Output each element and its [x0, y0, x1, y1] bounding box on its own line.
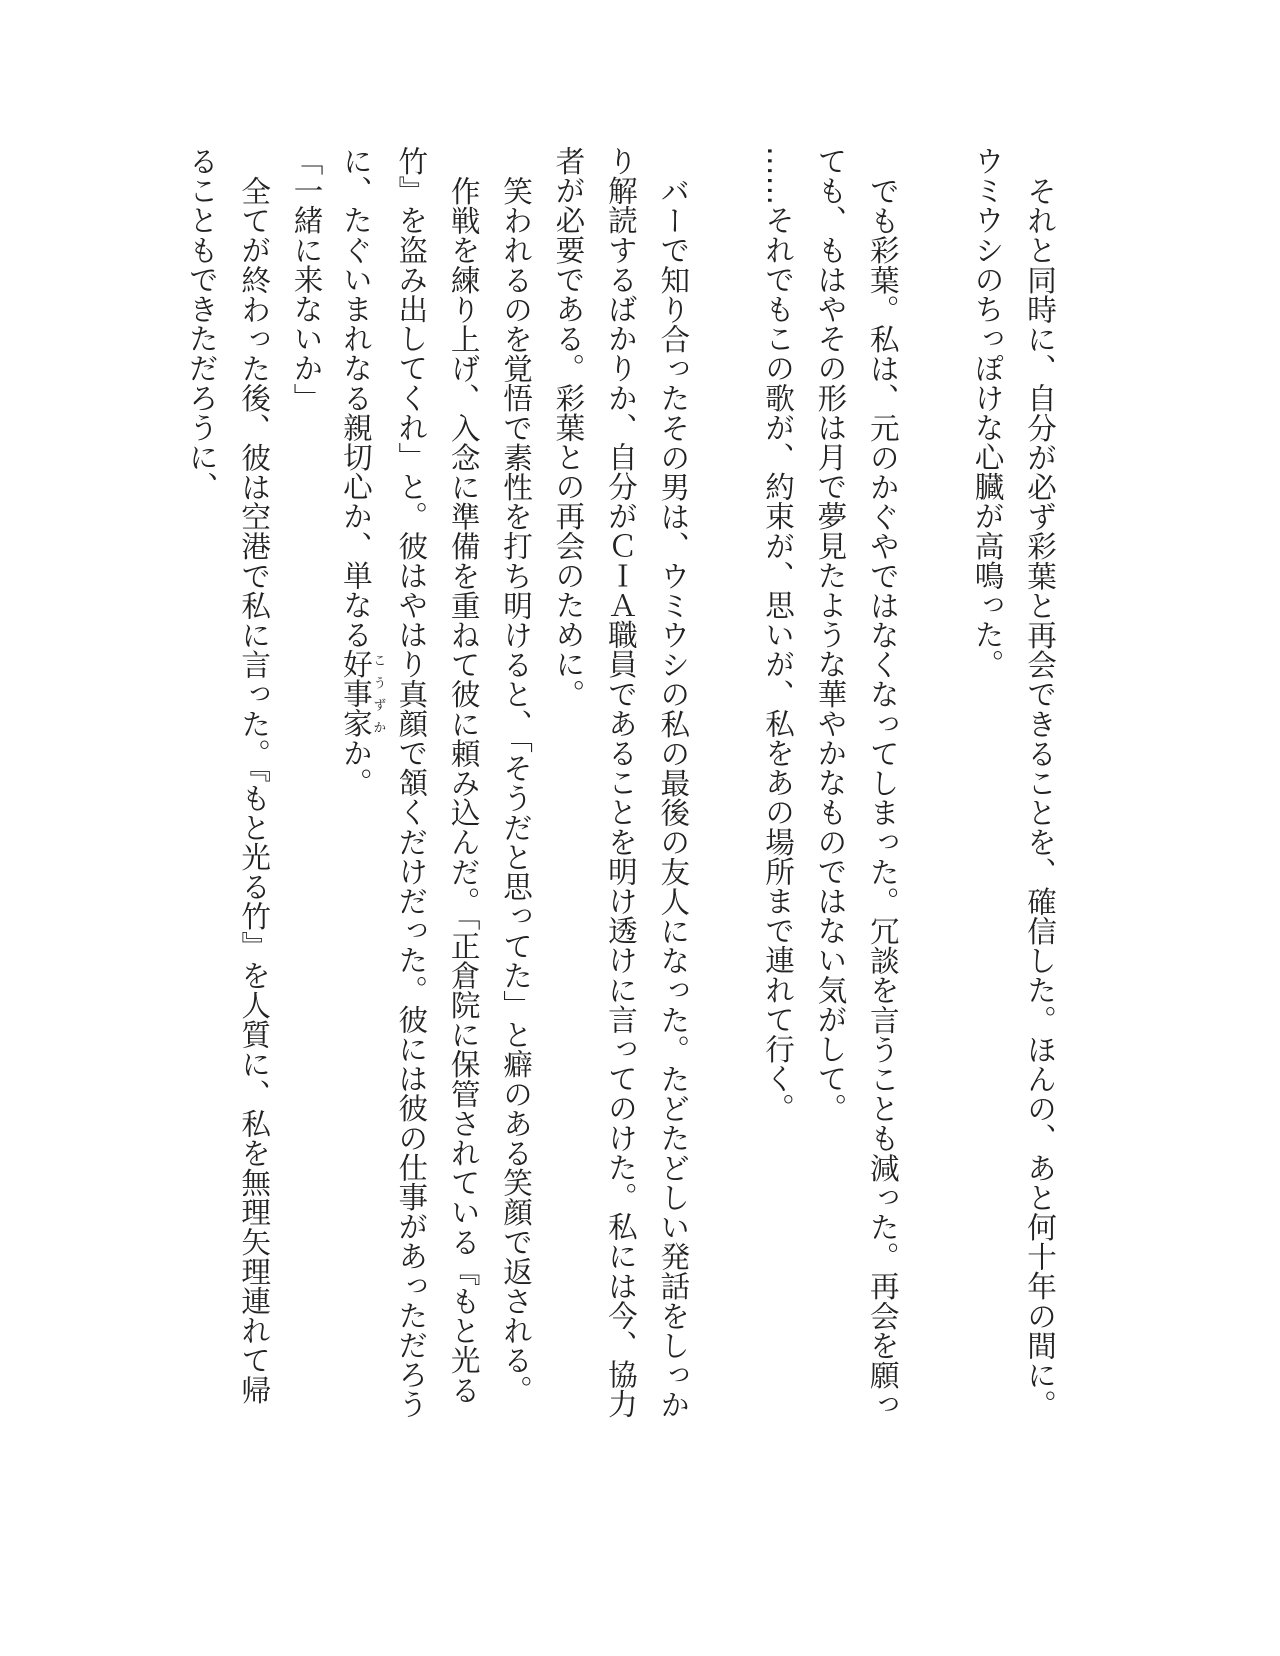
- text-line: 作戦を練り上げ、入念に準備を重ねて彼に頼み込んだ。「正倉院に保管されている『もと光る: [446, 175, 481, 1404]
- paragraph-break: [909, 146, 961, 1446]
- ruby-reading: こうずか: [370, 649, 386, 738]
- text-line: 「一緒に来ないか」: [289, 146, 324, 413]
- vertical-text-body: [175, 146, 1066, 1446]
- text-line: ……それでもこの歌が、約束が、思いが、私をあの場所まで連れて行く。: [761, 146, 796, 1123]
- text-line: 竹』を盗み出してくれ」と。彼はやはり真顔で頷くだけだった。彼には彼の仕事があっただろう: [394, 146, 429, 1419]
- paragraph-break: [699, 146, 751, 1446]
- text-line: でも彩葉。私は、元のかぐやではなくなってしまった。冗談を言うことも減った。再会を願っ: [865, 175, 900, 1419]
- text-segment: に、たぐいまれなる親切心か、単なる: [338, 146, 373, 650]
- text-segment: か。: [338, 738, 373, 798]
- text-line: ウミウシのちっぽけな心臓が高鳴った。: [970, 146, 1005, 679]
- ruby-word: [338, 649, 386, 739]
- text-line: り解読するばかりか、自分がＣＩＡ職員であることを明け透けに言ってのけた。私には今、協力: [603, 146, 638, 1419]
- text-line: バーで知り合ったその男は、ウミウシの私の最後の友人になった。たどたどしい発話をしっか: [656, 175, 691, 1419]
- text-line-with-ruby: [333, 146, 385, 1446]
- text-line: ることもできただろうに、: [184, 146, 219, 502]
- ruby-base: 好事家: [338, 649, 373, 739]
- text-line: 笑われるのを覚悟で素性を打ち明けると、「そうだと思ってた」と癖のある笑顔で返される。: [499, 175, 534, 1404]
- text-line: 全てが終わった後、彼は空港で私に言った。『もと光る竹』を人質に、私を無理矢理連れて帰: [237, 175, 272, 1404]
- text-line: 者が必要である。彩葉との再会のために。: [551, 146, 586, 709]
- text-line: それと同時に、自分が必ず彩葉と再会できることを、確信した。ほんの、あと何十年の間に。: [1023, 175, 1057, 1419]
- text-line: ても、もはやその形は月で夢見たような華やかなものではない気がして。: [813, 146, 848, 1123]
